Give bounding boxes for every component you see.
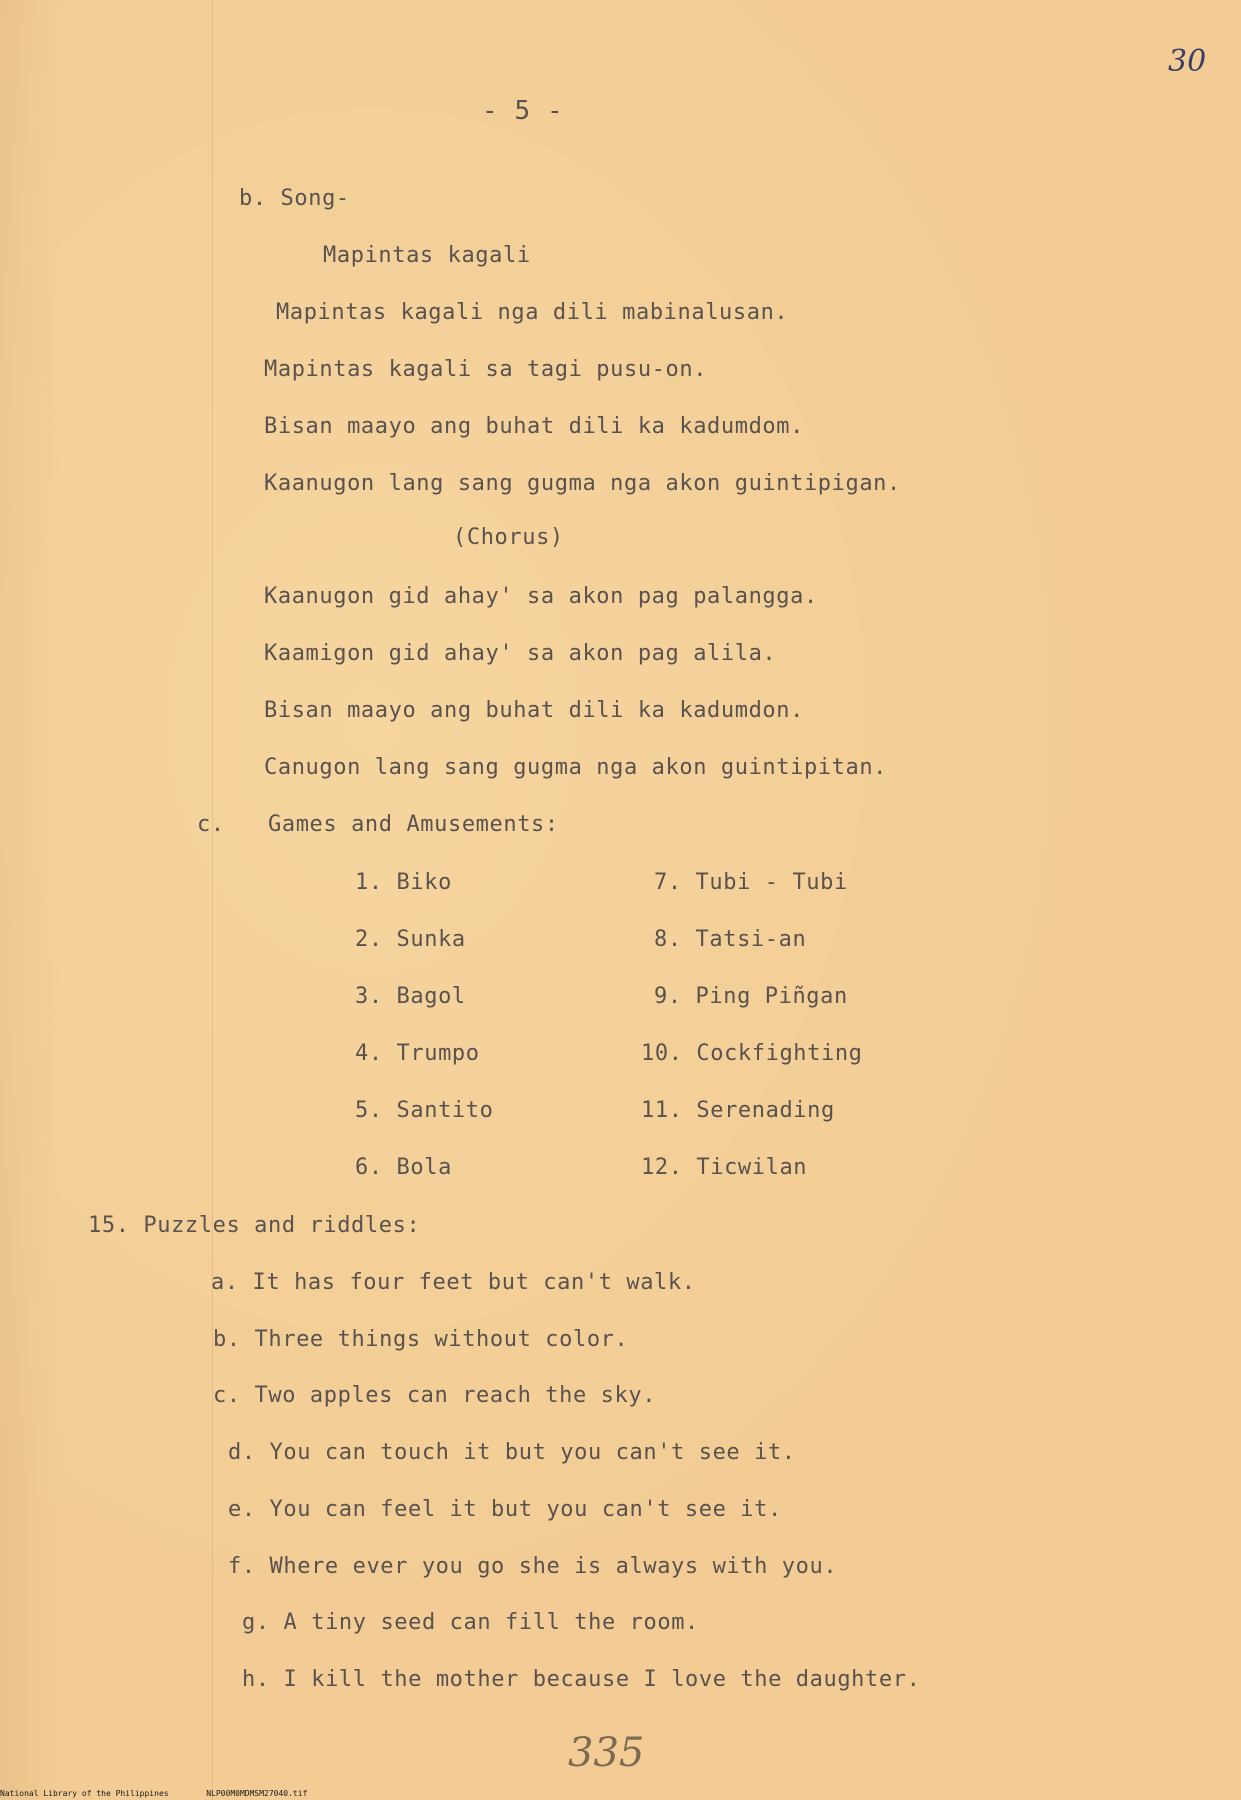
chorus-label: (Chorus): [453, 525, 564, 550]
game-item: 11. Serenading: [641, 1098, 835, 1123]
chorus-line: Canugon lang sang gugma nga akon guintipitan.: [264, 755, 888, 780]
chorus-line: Kaamigon gid ahay' sa akon pag alila.: [264, 641, 777, 666]
game-item: 12. Ticwilan: [641, 1155, 808, 1180]
game-item: 1. Biko: [355, 870, 452, 895]
verse-line: Kaanugon lang sang gugma nga akon guintipigan.: [264, 471, 901, 496]
handwritten-page-total: 335: [568, 1730, 645, 1776]
footer-library: National Library of the Philippines: [0, 1789, 169, 1798]
riddle-item: a. It has four feet but can't walk.: [211, 1270, 696, 1295]
game-item: 7. Tubi - Tubi: [654, 870, 848, 895]
game-item: 10. Cockfighting: [641, 1041, 863, 1066]
song-title: Mapintas kagali: [323, 243, 531, 268]
riddle-item: f. Where ever you go she is always with you.: [228, 1554, 838, 1579]
game-item: 3. Bagol: [355, 984, 466, 1009]
games-heading-letter: c.: [197, 812, 225, 837]
verse-line: Mapintas kagali sa tagi pusu-on.: [264, 357, 708, 382]
handwritten-folio-number: 30: [1168, 44, 1207, 79]
footer-file: NLP00M0MDMSM27040.tif: [206, 1789, 308, 1798]
scan-footer: [0, 1789, 307, 1798]
page-number: - 5 -: [482, 96, 564, 126]
verse-line: Mapintas kagali nga dili mabinalusan.: [276, 300, 789, 325]
game-item: 4. Trumpo: [355, 1041, 480, 1066]
game-item: 6. Bola: [355, 1155, 452, 1180]
verse-line: Bisan maayo ang buhat dili ka kadumdom.: [264, 414, 804, 439]
riddle-item: e. You can feel it but you can't see it.: [228, 1497, 782, 1522]
riddle-item: h. I kill the mother because I love the daughter.: [242, 1667, 921, 1692]
riddle-item: g. A tiny seed can fill the room.: [242, 1610, 699, 1635]
chorus-line: Kaanugon gid ahay' sa akon pag palangga.: [264, 584, 818, 609]
game-item: 9. Ping Piñgan: [654, 984, 848, 1009]
margin-line: [212, 0, 213, 1800]
game-item: 5. Santito: [355, 1098, 494, 1123]
riddle-item: d. You can touch it but you can't see it.: [228, 1440, 796, 1465]
game-item: 8. Tatsi-an: [654, 927, 807, 952]
riddle-item: b. Three things without color.: [213, 1327, 629, 1352]
riddle-item: c. Two apples can reach the sky.: [213, 1383, 657, 1408]
puzzles-heading: 15. Puzzles and riddles:: [88, 1213, 421, 1238]
game-item: 2. Sunka: [355, 927, 466, 952]
chorus-line: Bisan maayo ang buhat dili ka kadumdon.: [264, 698, 804, 723]
song-heading: b. Song-: [239, 186, 350, 211]
games-heading: Games and Amusements:: [268, 812, 559, 837]
